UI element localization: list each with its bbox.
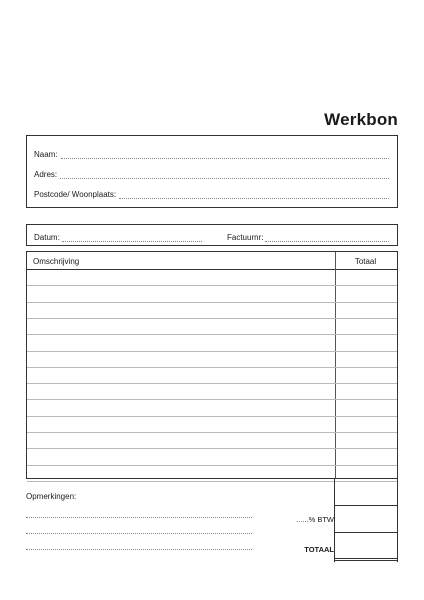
- table-row[interactable]: [27, 351, 397, 352]
- invoice-number-label: Factuurnr:: [227, 233, 264, 242]
- table-row[interactable]: [27, 416, 397, 417]
- table-row[interactable]: [27, 465, 397, 466]
- date-label: Datum:: [34, 233, 60, 242]
- date-line[interactable]: [62, 233, 202, 242]
- table-header: [27, 252, 397, 270]
- table-row[interactable]: [27, 432, 397, 433]
- subtotal-cell-border: [335, 505, 397, 506]
- name-field[interactable]: [34, 148, 389, 159]
- table-row[interactable]: [27, 302, 397, 303]
- table-row[interactable]: [27, 318, 397, 319]
- table-row[interactable]: [27, 367, 397, 368]
- table-row[interactable]: [27, 448, 397, 449]
- line-items-table: [26, 251, 398, 479]
- name-label: Naam:: [34, 150, 58, 159]
- date-field[interactable]: [34, 231, 202, 242]
- invoice-number-line[interactable]: [265, 233, 389, 242]
- totals-box: [334, 479, 398, 562]
- invoice-number-field[interactable]: [227, 231, 389, 242]
- address-field[interactable]: [34, 168, 389, 179]
- remarks-line[interactable]: [26, 533, 252, 534]
- address-line[interactable]: [60, 170, 389, 179]
- vat-label: ......% BTW: [296, 515, 334, 524]
- postcode-city-field[interactable]: [34, 188, 389, 199]
- table-row[interactable]: [27, 285, 397, 286]
- postcode-city-label: Postcode/ Woonplaats:: [34, 190, 117, 199]
- grand-total-cell-border: [335, 558, 397, 561]
- vat-cell-border: [335, 532, 397, 533]
- remarks-line[interactable]: [26, 549, 252, 550]
- column-header-description: Omschrijving: [33, 257, 80, 266]
- document-title: Werkbon: [324, 110, 398, 129]
- table-row[interactable]: [27, 383, 397, 384]
- column-header-total: Totaal: [354, 257, 377, 266]
- postcode-city-line[interactable]: [119, 190, 389, 199]
- address-label: Adres:: [34, 170, 58, 179]
- name-line[interactable]: [61, 150, 389, 159]
- date-invoice-box: [26, 224, 398, 246]
- remarks-label: Opmerkingen:: [26, 492, 77, 501]
- customer-details-box: [26, 135, 398, 208]
- table-row[interactable]: [27, 399, 397, 400]
- total-label: TOTAAL: [304, 545, 334, 554]
- table-row[interactable]: [27, 334, 397, 335]
- remarks-line[interactable]: [26, 517, 252, 518]
